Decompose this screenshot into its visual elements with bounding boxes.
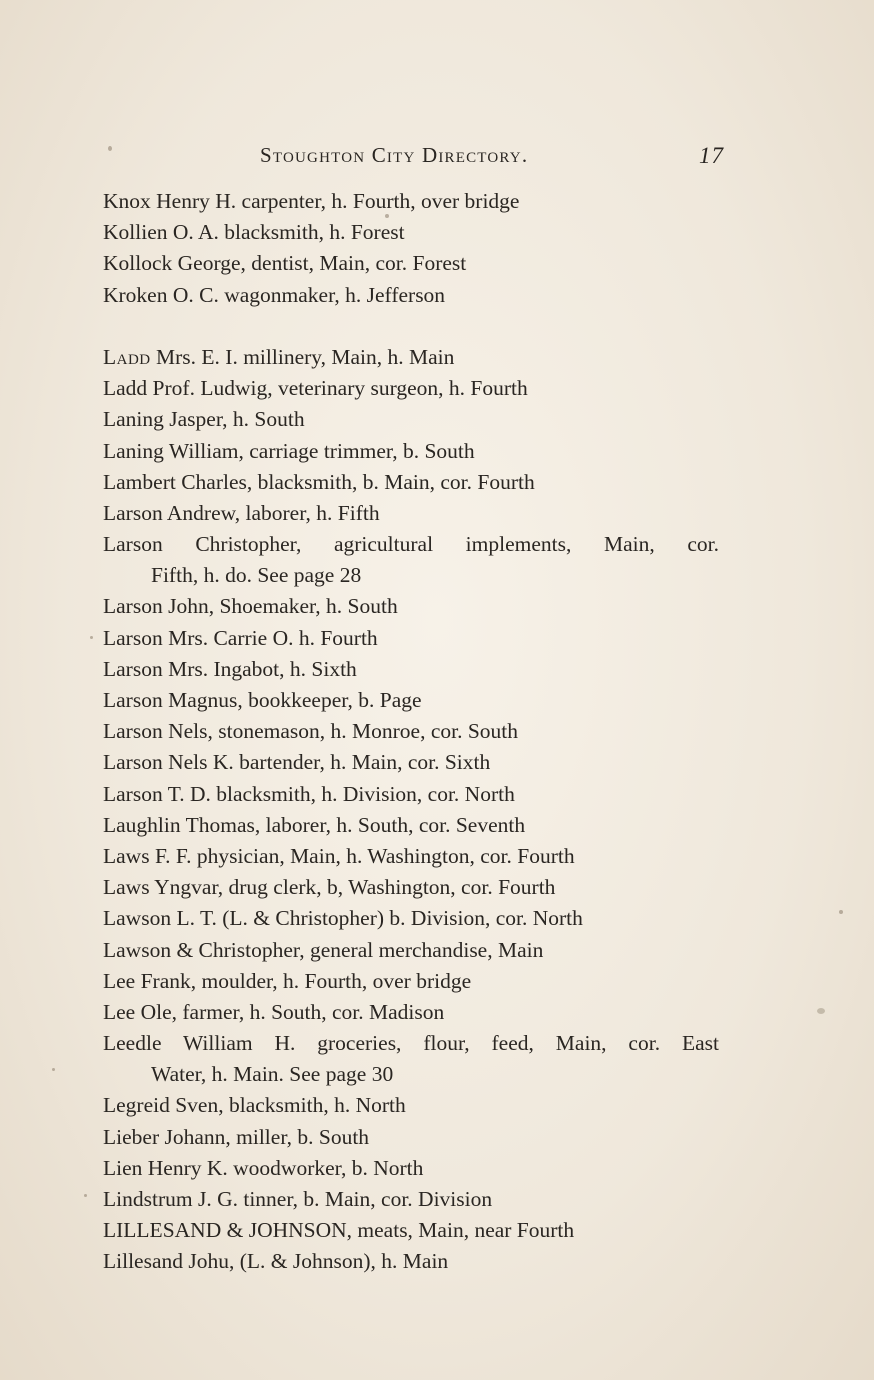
- directory-entry: Larson Andrew, laborer, h. Fifth: [103, 500, 380, 525]
- paper-speck: [385, 214, 389, 218]
- directory-entry: Lambert Charles, blacksmith, b. Main, cor. Fourth: [103, 469, 535, 494]
- page-header: [0, 143, 874, 173]
- directory-entry: Legreid Sven, blacksmith, h. North: [103, 1093, 406, 1118]
- directory-entry: Kollien O. A. blacksmith, h. Forest: [103, 220, 405, 245]
- directory-entry-continuation: Water, h. Main. See page 30: [151, 1062, 394, 1087]
- directory-entry: Lawson & Christopher, general merchandise, Main: [103, 937, 544, 962]
- directory-entry: Lawson L. T. (L. & Christopher) b. Division, cor. North: [103, 906, 583, 931]
- directory-entry: Larson Nels, stonemason, h. Monroe, cor. South: [103, 719, 519, 744]
- directory-entry: Laws Yngvar, drug clerk, b, Washington, cor. Fourth: [103, 875, 556, 900]
- directory-entry: Larson Mrs. Ingabot, h. Sixth: [103, 656, 357, 681]
- directory-entry: Larson Mrs. Carrie O. h. Fourth: [103, 625, 378, 650]
- directory-entry: Larson Christopher, agricultural implements, Main, cor.: [103, 532, 719, 557]
- directory-entries: [103, 186, 743, 1278]
- paper-speck: [52, 1068, 55, 1071]
- directory-entry: Lee Frank, moulder, h. Fourth, over bridge: [103, 968, 472, 993]
- directory-entry: Larson Nels K. bartender, h. Main, cor. Sixth: [103, 750, 491, 775]
- entry-text: Mrs. E. I. millinery, Main, h. Main: [150, 344, 455, 369]
- directory-entry: Lien Henry K. woodworker, b. North: [103, 1155, 424, 1180]
- directory-entry: Knox Henry H. carpenter, h. Fourth, over bridge: [103, 189, 520, 213]
- paper-speck: [84, 1194, 87, 1197]
- directory-entry: LILLESAND & JOHNSON, meats, Main, near Fourth: [103, 1218, 575, 1243]
- directory-entry: Lieber Johann, miller, b. South: [103, 1124, 370, 1149]
- directory-entry: Kollock George, dentist, Main, cor. Forest: [103, 251, 467, 276]
- directory-entry: Larson John, Shoemaker, h. South: [103, 594, 398, 619]
- directory-entry: Kroken O. C. wagonmaker, h. Jefferson: [103, 282, 446, 307]
- directory-entry: Lindstrum J. G. tinner, b. Main, cor. Division: [103, 1187, 493, 1211]
- directory-entry: Laning William, carriage trimmer, b. South: [103, 438, 475, 463]
- directory-entry: Laning Jasper, h. South: [103, 407, 305, 432]
- directory-entry: [103, 342, 743, 373]
- paper-speck: [108, 146, 112, 151]
- entry-lead-surname: Ladd: [103, 344, 151, 369]
- page-number: 17: [699, 143, 724, 168]
- directory-entry: Lillesand Johu, (L. & Johnson), h. Main: [103, 1249, 449, 1274]
- directory-entry: Larson T. D. blacksmith, h. Division, cor. North: [103, 781, 515, 806]
- running-title: Stoughton City Directory.: [260, 143, 529, 167]
- directory-entry: Leedle William H. groceries, flour, feed, Main, cor. East: [103, 1031, 719, 1056]
- paper-speck: [817, 1008, 825, 1014]
- directory-entry: Laws F. F. physician, Main, h. Washington, cor. Fourth: [103, 843, 575, 868]
- directory-entry-continuation: Fifth, h. do. See page 28: [151, 563, 362, 588]
- directory-entry: Larson Magnus, bookkeeper, b. Page: [103, 688, 422, 712]
- section-gap: [103, 311, 743, 342]
- paper-speck: [839, 910, 843, 914]
- directory-entry: Laughlin Thomas, laborer, h. South, cor. Seventh: [103, 812, 526, 837]
- directory-entry: Ladd Prof. Ludwig, veterinary surgeon, h. Fourth: [103, 376, 528, 401]
- directory-entry: Lee Ole, farmer, h. South, cor. Madison: [103, 999, 445, 1024]
- paper-speck: [90, 636, 93, 639]
